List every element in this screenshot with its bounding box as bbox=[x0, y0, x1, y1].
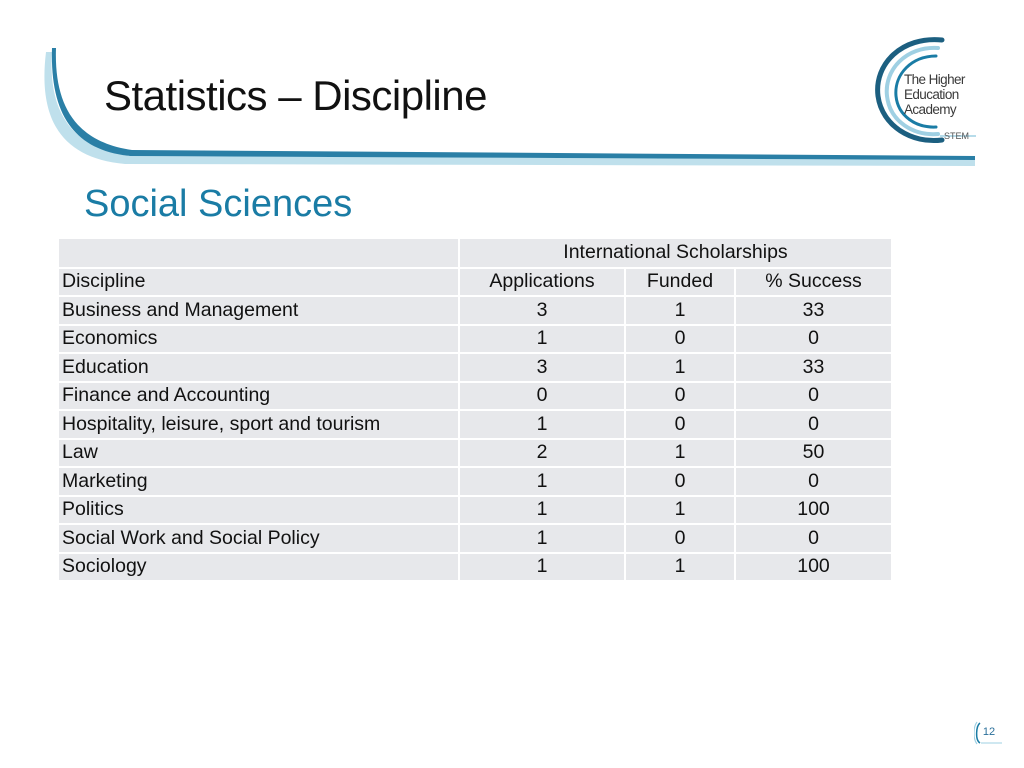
table-group-header-row bbox=[59, 239, 891, 268]
table-row bbox=[59, 553, 891, 582]
table-row bbox=[59, 325, 891, 354]
success-cell: 0 bbox=[735, 467, 891, 496]
funded-cell: 0 bbox=[625, 382, 735, 411]
applications-cell: 3 bbox=[459, 353, 625, 382]
header-success: % Success bbox=[735, 268, 891, 297]
slide-title: Statistics – Discipline bbox=[104, 72, 487, 119]
discipline-cell: Finance and Accounting bbox=[59, 382, 459, 411]
applications-cell: 1 bbox=[459, 496, 625, 525]
success-cell: 33 bbox=[735, 296, 891, 325]
group-header-cell: International Scholarships bbox=[459, 239, 891, 268]
success-cell: 50 bbox=[735, 439, 891, 468]
applications-cell: 2 bbox=[459, 439, 625, 468]
funded-cell: 1 bbox=[625, 553, 735, 582]
slide-subtitle: Social Sciences bbox=[84, 183, 353, 225]
success-cell: 0 bbox=[735, 325, 891, 354]
funded-cell: 0 bbox=[625, 325, 735, 354]
table-row bbox=[59, 353, 891, 382]
applications-cell: 0 bbox=[459, 382, 625, 411]
success-cell: 0 bbox=[735, 524, 891, 553]
applications-cell: 1 bbox=[459, 325, 625, 354]
discipline-cell: Social Work and Social Policy bbox=[59, 524, 459, 553]
table-row bbox=[59, 296, 891, 325]
logo-line-1: The Higher bbox=[904, 72, 965, 87]
logo-wordmark bbox=[904, 72, 984, 117]
table-row bbox=[59, 496, 891, 525]
table-corner-cell bbox=[59, 239, 459, 268]
applications-cell: 1 bbox=[459, 524, 625, 553]
discipline-cell: Hospitality, leisure, sport and tourism bbox=[59, 410, 459, 439]
logo-stem-tag: STEM bbox=[944, 131, 970, 141]
discipline-cell: Sociology bbox=[59, 553, 459, 582]
discipline-cell: Marketing bbox=[59, 467, 459, 496]
success-cell: 100 bbox=[735, 553, 891, 582]
header-funded: Funded bbox=[625, 268, 735, 297]
success-cell: 100 bbox=[735, 496, 891, 525]
funded-cell: 0 bbox=[625, 524, 735, 553]
funded-cell: 0 bbox=[625, 410, 735, 439]
discipline-cell: Politics bbox=[59, 496, 459, 525]
table-row bbox=[59, 467, 891, 496]
scholarships-table bbox=[59, 239, 891, 582]
success-cell: 33 bbox=[735, 353, 891, 382]
discipline-cell: Law bbox=[59, 439, 459, 468]
discipline-cell: Education bbox=[59, 353, 459, 382]
page-number: 12 bbox=[982, 726, 996, 738]
applications-cell: 1 bbox=[459, 467, 625, 496]
table-row bbox=[59, 410, 891, 439]
success-cell: 0 bbox=[735, 382, 891, 411]
discipline-cell: Business and Management bbox=[59, 296, 459, 325]
table-row bbox=[59, 524, 891, 553]
applications-cell: 1 bbox=[459, 553, 625, 582]
applications-cell: 3 bbox=[459, 296, 625, 325]
applications-cell: 1 bbox=[459, 410, 625, 439]
funded-cell: 1 bbox=[625, 296, 735, 325]
funded-cell: 0 bbox=[625, 467, 735, 496]
discipline-cell: Economics bbox=[59, 325, 459, 354]
funded-cell: 1 bbox=[625, 496, 735, 525]
logo-line-2: Education bbox=[904, 87, 959, 102]
table-row bbox=[59, 382, 891, 411]
header-discipline: Discipline bbox=[59, 268, 459, 297]
table-row bbox=[59, 439, 891, 468]
logo-line-3: Academy bbox=[904, 102, 957, 117]
success-cell: 0 bbox=[735, 410, 891, 439]
header-applications: Applications bbox=[459, 268, 625, 297]
funded-cell: 1 bbox=[625, 439, 735, 468]
funded-cell: 1 bbox=[625, 353, 735, 382]
table-header-row bbox=[59, 268, 891, 297]
